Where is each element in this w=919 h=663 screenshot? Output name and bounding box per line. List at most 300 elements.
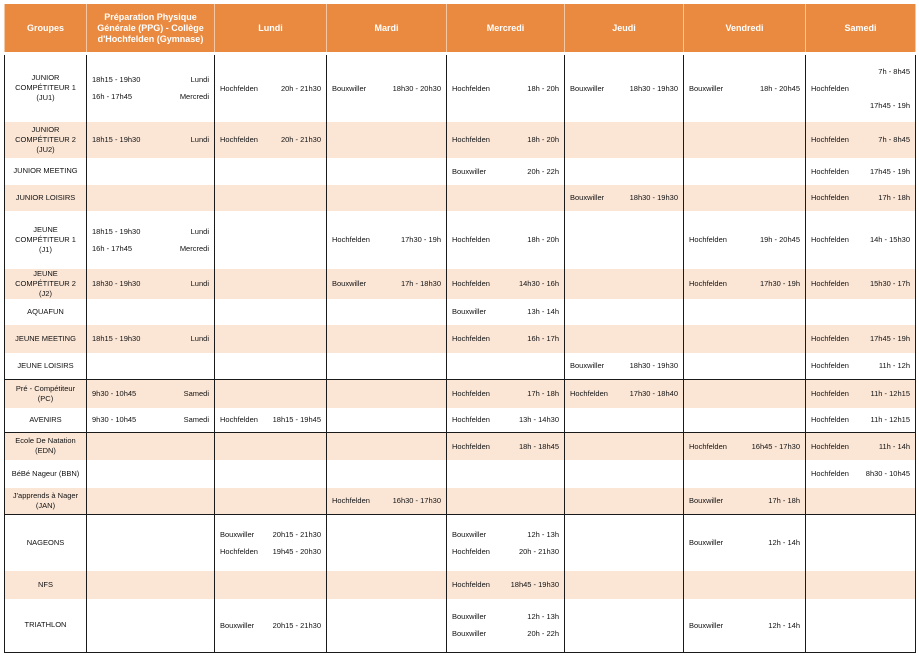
ppg-time: 16h - 17h45: [92, 92, 133, 102]
day-cell-lundi: [215, 408, 327, 433]
day-cell-vendredi: [684, 488, 806, 515]
session-place: Hochfelden: [452, 546, 490, 556]
session-place: Hochfelden: [811, 235, 849, 244]
day-cell-vendredi: [684, 515, 806, 571]
table-row: [5, 353, 916, 380]
day-cell-mercredi: [447, 380, 565, 408]
table-row: [5, 325, 916, 353]
header-samedi: Samedi: [806, 4, 916, 54]
session-entry: [450, 235, 561, 244]
day-cell-jeudi: [565, 353, 684, 380]
day-cell-samedi: [806, 408, 916, 433]
session-entry: [809, 442, 912, 451]
day-cell-mardi: [327, 158, 447, 185]
ppg-entry: [90, 92, 211, 101]
session-time: 11h - 14h: [878, 441, 910, 451]
day-cell-mardi: [327, 515, 447, 571]
day-cell-lundi: [215, 433, 327, 460]
session-entry: [809, 67, 912, 76]
ppg-day: Lundi: [190, 226, 209, 236]
session-entry: [687, 84, 802, 93]
session-time: 17h - 18h: [878, 193, 910, 202]
session-entry: [687, 442, 802, 451]
session-place: Bouxwiller: [452, 166, 487, 176]
day-cell-samedi: [806, 54, 916, 122]
day-cell-mardi: [327, 599, 447, 653]
session-time: 19h45 - 20h30: [272, 546, 321, 556]
session-place: Hochfelden: [452, 441, 490, 451]
day-cell-vendredi: [684, 571, 806, 599]
ppg-day: Samedi: [183, 389, 209, 399]
day-cell-lundi: [215, 460, 327, 488]
header-lundi: Lundi: [215, 4, 327, 54]
session-place: Hochfelden: [452, 235, 490, 244]
day-cell-samedi: [806, 433, 916, 460]
session-time: 18h30 - 19h30: [629, 193, 678, 202]
day-cell-vendredi: [684, 353, 806, 380]
session-entry: [450, 307, 561, 316]
header-row: [5, 4, 916, 54]
day-cell-lundi: [215, 325, 327, 353]
ppg-cell: [87, 269, 215, 299]
table-row: [5, 54, 916, 122]
day-cell-mercredi: [447, 433, 565, 460]
session-time: 20h - 22h: [527, 166, 559, 176]
session-time: 19h - 20h45: [759, 235, 800, 244]
session-time: 16h30 - 17h30: [392, 496, 441, 506]
ppg-day: Samedi: [183, 415, 209, 425]
session-time: 11h - 12h: [878, 361, 910, 371]
session-time: 17h45 - 19h: [869, 100, 910, 110]
session-time: 14h - 15h30: [869, 235, 910, 244]
table-row: [5, 185, 916, 211]
session-entry: [687, 621, 802, 630]
day-cell-lundi: [215, 269, 327, 299]
session-entry: [809, 167, 912, 176]
session-place: Bouxwiller: [570, 193, 605, 202]
group-name: NAGEONS: [5, 515, 87, 571]
table-row: [5, 488, 916, 515]
session-time: 11h - 12h15: [870, 415, 910, 425]
session-time: 17h45 - 19h: [869, 334, 910, 343]
session-time: 17h30 - 19h: [759, 279, 800, 288]
day-cell-jeudi: [565, 433, 684, 460]
session-place: Bouxwiller: [452, 629, 487, 639]
session-time: 18h - 18h45: [518, 441, 559, 451]
ppg-entry: [90, 227, 211, 236]
session-time: 7h - 8h45: [878, 135, 910, 144]
session-entry: [450, 415, 561, 424]
session-place: Bouxwiller: [452, 612, 487, 622]
day-cell-mardi: [327, 185, 447, 211]
session-place: Hochfelden: [811, 415, 849, 425]
session-time: 12h - 14h: [768, 620, 800, 630]
day-cell-jeudi: [565, 571, 684, 599]
day-cell-samedi: [806, 185, 916, 211]
session-time: 8h30 - 10h45: [865, 469, 910, 478]
session-entry: [450, 334, 561, 343]
day-cell-mardi: [327, 571, 447, 599]
session-entry: [687, 235, 802, 244]
day-cell-samedi: [806, 122, 916, 158]
day-cell-mercredi: [447, 54, 565, 122]
session-place: Bouxwiller: [689, 496, 724, 506]
session-time: 18h30 - 19h30: [629, 83, 678, 93]
table-row: [5, 571, 916, 599]
table-row: [5, 599, 916, 653]
day-cell-samedi: [806, 158, 916, 185]
header-ppg: Préparation Physique Générale (PPG) - Collège d'Hochfelden (Gymnase): [87, 4, 215, 54]
ppg-time: 16h - 17h45: [92, 243, 133, 253]
ppg-entry: [90, 389, 211, 398]
group-name: J'apprends à Nager (JAN): [5, 488, 87, 515]
session-entry: [568, 389, 680, 398]
session-entry: [450, 279, 561, 288]
day-cell-samedi: [806, 488, 916, 515]
group-name: JEUNE COMPÉTITEUR 1 (J1): [5, 211, 87, 269]
day-cell-vendredi: [684, 380, 806, 408]
day-cell-vendredi: [684, 185, 806, 211]
session-time: 13h - 14h30: [518, 415, 559, 425]
session-entry: [809, 135, 912, 144]
day-cell-mercredi: [447, 353, 565, 380]
session-place: Bouxwiller: [332, 279, 367, 288]
session-place: Hochfelden: [452, 580, 490, 589]
session-place: Bouxwiller: [570, 83, 605, 93]
group-name: JEUNE MEETING: [5, 325, 87, 353]
day-cell-mercredi: [447, 122, 565, 158]
session-place: Bouxwiller: [220, 529, 255, 539]
ppg-time: 18h15 - 19h30: [92, 334, 141, 343]
ppg-entry: [90, 244, 211, 253]
day-cell-mercredi: [447, 299, 565, 325]
ppg-time: 18h15 - 19h30: [92, 135, 141, 144]
session-place: Hochfelden: [452, 334, 490, 343]
group-name: JUNIOR COMPÉTITEUR 2 (JU2): [5, 122, 87, 158]
table-row: [5, 433, 916, 460]
group-name: JUNIOR COMPÉTITEUR 1 (JU1): [5, 54, 87, 122]
group-name: BéBé Nageur (BBN): [5, 460, 87, 488]
day-cell-mardi: [327, 269, 447, 299]
day-cell-jeudi: [565, 269, 684, 299]
ppg-time: 18h30 - 19h30: [92, 279, 141, 288]
session-entry: [450, 442, 561, 451]
session-place: Hochfelden: [452, 83, 490, 93]
day-cell-mercredi: [447, 460, 565, 488]
session-entry: [218, 84, 323, 93]
session-place: Hochfelden: [689, 441, 727, 451]
day-cell-lundi: [215, 380, 327, 408]
table-row: [5, 122, 916, 158]
session-time: 17h - 18h: [527, 389, 559, 399]
day-cell-samedi: [806, 211, 916, 269]
day-cell-vendredi: [684, 211, 806, 269]
day-cell-vendredi: [684, 158, 806, 185]
schedule-sheet: [4, 4, 915, 659]
day-cell-lundi: [215, 299, 327, 325]
day-cell-lundi: [215, 599, 327, 653]
day-cell-mercredi: [447, 571, 565, 599]
session-time: 18h45 - 19h30: [510, 580, 559, 589]
session-place: Hochfelden: [811, 135, 849, 144]
day-cell-samedi: [806, 299, 916, 325]
day-cell-samedi: [806, 353, 916, 380]
ppg-cell: [87, 571, 215, 599]
day-cell-jeudi: [565, 185, 684, 211]
group-name: JUNIOR LOISIRS: [5, 185, 87, 211]
day-cell-mardi: [327, 380, 447, 408]
session-place: Hochfelden: [220, 546, 258, 556]
group-name: Ecole De Natation (EDN): [5, 433, 87, 460]
session-time: 16h - 17h: [527, 334, 559, 343]
day-cell-lundi: [215, 488, 327, 515]
session-place: Hochfelden: [811, 166, 849, 176]
day-cell-jeudi: [565, 54, 684, 122]
day-cell-mardi: [327, 122, 447, 158]
ppg-cell: [87, 380, 215, 408]
day-cell-mercredi: [447, 599, 565, 653]
day-cell-vendredi: [684, 325, 806, 353]
ppg-cell: [87, 185, 215, 211]
session-entry: [450, 612, 561, 621]
day-cell-lundi: [215, 353, 327, 380]
session-time: 18h30 - 19h30: [629, 361, 678, 371]
day-cell-mardi: [327, 54, 447, 122]
session-entry: [809, 279, 912, 288]
table-row: [5, 460, 916, 488]
day-cell-samedi: [806, 325, 916, 353]
session-entry: [450, 580, 561, 589]
ppg-cell: [87, 299, 215, 325]
ppg-entry: [90, 334, 211, 343]
day-cell-mardi: [327, 325, 447, 353]
session-place: Bouxwiller: [452, 529, 487, 539]
ppg-day: Mercredi: [179, 92, 209, 102]
table-row: [5, 299, 916, 325]
ppg-day: Lundi: [190, 334, 209, 343]
session-entry: [809, 193, 912, 202]
ppg-cell: [87, 158, 215, 185]
session-entry: [809, 235, 912, 244]
session-time: 13h - 14h: [527, 307, 559, 316]
session-entry: [450, 389, 561, 398]
session-place: Bouxwiller: [689, 83, 724, 93]
group-name: JUNIOR MEETING: [5, 158, 87, 185]
day-cell-mardi: [327, 433, 447, 460]
session-entry: [809, 389, 912, 398]
day-cell-mercredi: [447, 325, 565, 353]
day-cell-jeudi: [565, 158, 684, 185]
day-cell-jeudi: [565, 299, 684, 325]
table-row: [5, 211, 916, 269]
session-time: 20h - 21h30: [280, 135, 321, 144]
day-cell-lundi: [215, 54, 327, 122]
session-entry: [568, 361, 680, 370]
day-cell-lundi: [215, 571, 327, 599]
session-time: 17h30 - 19h: [400, 235, 441, 244]
session-place: Hochfelden: [220, 415, 258, 425]
session-place: Bouxwiller: [220, 620, 255, 630]
day-cell-mercredi: [447, 408, 565, 433]
ppg-entry: [90, 415, 211, 424]
ppg-cell: [87, 408, 215, 433]
day-cell-mercredi: [447, 185, 565, 211]
group-name: AVENIRS: [5, 408, 87, 433]
session-entry: [809, 334, 912, 343]
session-time: 11h - 12h15: [870, 389, 910, 399]
ppg-day: Lundi: [190, 279, 209, 288]
day-cell-vendredi: [684, 122, 806, 158]
ppg-cell: [87, 211, 215, 269]
session-entry: [330, 84, 443, 93]
session-time: 16h45 - 17h30: [751, 441, 800, 451]
session-entry: [218, 415, 323, 424]
group-name: Pré - Compétiteur (PC): [5, 380, 87, 408]
day-cell-mardi: [327, 408, 447, 433]
header-mercredi: Mercredi: [447, 4, 565, 54]
day-cell-vendredi: [684, 599, 806, 653]
session-time: 14h30 - 16h: [518, 279, 559, 288]
group-name: NFS: [5, 571, 87, 599]
ppg-cell: [87, 122, 215, 158]
group-name: JEUNE COMPÉTITEUR 2 (J2): [5, 269, 87, 299]
ppg-time: 9h30 - 10h45: [92, 415, 137, 425]
session-place: Bouxwiller: [332, 83, 367, 93]
session-place: Hochfelden: [689, 235, 727, 244]
session-place: Hochfelden: [811, 279, 849, 288]
session-time: 7h - 8h45: [878, 66, 910, 76]
session-place: Bouxwiller: [452, 307, 487, 316]
ppg-cell: [87, 488, 215, 515]
session-entry: [218, 530, 323, 539]
day-cell-samedi: [806, 515, 916, 571]
day-cell-jeudi: [565, 488, 684, 515]
day-cell-mercredi: [447, 515, 565, 571]
day-cell-jeudi: [565, 380, 684, 408]
session-place: Hochfelden: [452, 389, 490, 399]
session-entry: [687, 538, 802, 547]
day-cell-mardi: [327, 211, 447, 269]
session-entry: [218, 547, 323, 556]
ppg-cell: [87, 460, 215, 488]
session-time: 17h45 - 19h: [869, 166, 910, 176]
ppg-time: 9h30 - 10h45: [92, 389, 137, 399]
table-row: [5, 515, 916, 571]
group-name: JEUNE LOISIRS: [5, 353, 87, 380]
session-place: Hochfelden: [689, 279, 727, 288]
day-cell-jeudi: [565, 599, 684, 653]
session-place: Hochfelden: [811, 469, 849, 478]
ppg-day: Lundi: [190, 75, 209, 85]
schedule-table: [4, 4, 916, 653]
session-place: Hochfelden: [220, 135, 258, 144]
session-entry: [687, 279, 802, 288]
table-row: [5, 269, 916, 299]
day-cell-lundi: [215, 211, 327, 269]
ppg-cell: [87, 325, 215, 353]
table-row: [5, 158, 916, 185]
day-cell-jeudi: [565, 515, 684, 571]
session-time: 18h30 - 20h30: [392, 83, 441, 93]
ppg-cell: [87, 353, 215, 380]
header-vendredi: Vendredi: [684, 4, 806, 54]
ppg-cell: [87, 433, 215, 460]
session-time: 18h15 - 19h45: [272, 415, 321, 425]
day-cell-mardi: [327, 299, 447, 325]
session-time: 20h - 22h: [527, 629, 559, 639]
session-entry: [330, 279, 443, 288]
session-time: 18h - 20h45: [759, 83, 800, 93]
day-cell-jeudi: [565, 122, 684, 158]
ppg-cell: [87, 599, 215, 653]
session-entry: [218, 135, 323, 144]
day-cell-mercredi: [447, 158, 565, 185]
session-time: 17h - 18h30: [400, 279, 441, 288]
session-place: Hochfelden: [811, 334, 849, 343]
ppg-cell: [87, 515, 215, 571]
session-place: Bouxwiller: [689, 538, 724, 548]
session-place: Hochfelden: [332, 496, 370, 506]
day-cell-mardi: [327, 460, 447, 488]
day-cell-mardi: [327, 488, 447, 515]
session-entry: [568, 193, 680, 202]
header-jeudi: Jeudi: [565, 4, 684, 54]
day-cell-mardi: [327, 353, 447, 380]
ppg-day: Mercredi: [179, 243, 209, 253]
day-cell-samedi: [806, 571, 916, 599]
day-cell-vendredi: [684, 460, 806, 488]
session-entry: [450, 547, 561, 556]
session-place: Hochfelden: [811, 83, 849, 93]
session-place: Hochfelden: [811, 441, 849, 451]
header-groupes: Groupes: [5, 4, 87, 54]
session-time: 17h - 18h: [768, 496, 800, 506]
session-place: Hochfelden: [452, 415, 490, 425]
day-cell-vendredi: [684, 299, 806, 325]
ppg-entry: [90, 135, 211, 144]
session-entry: [687, 496, 802, 505]
session-time: 18h - 20h: [527, 135, 559, 144]
group-name: TRIATHLON: [5, 599, 87, 653]
ppg-time: 18h15 - 19h30: [92, 75, 141, 85]
day-cell-vendredi: [684, 408, 806, 433]
session-entry: [330, 235, 443, 244]
session-entry: [218, 621, 323, 630]
session-entry: [809, 84, 912, 93]
session-time: 18h - 20h: [527, 235, 559, 244]
schedule-body: [5, 54, 916, 653]
day-cell-vendredi: [684, 269, 806, 299]
ppg-cell: [87, 54, 215, 122]
session-time: 17h30 - 18h40: [629, 389, 678, 399]
session-entry: [450, 167, 561, 176]
day-cell-vendredi: [684, 54, 806, 122]
session-place: Hochfelden: [811, 361, 849, 371]
day-cell-mercredi: [447, 269, 565, 299]
day-cell-vendredi: [684, 433, 806, 460]
session-place: Hochfelden: [811, 389, 849, 399]
group-name: AQUAFUN: [5, 299, 87, 325]
day-cell-mercredi: [447, 211, 565, 269]
session-time: 12h - 13h: [527, 612, 559, 622]
session-time: 12h - 14h: [768, 538, 800, 548]
table-row: [5, 380, 916, 408]
day-cell-lundi: [215, 158, 327, 185]
session-entry: [809, 361, 912, 370]
session-place: Bouxwiller: [570, 361, 605, 371]
day-cell-jeudi: [565, 325, 684, 353]
session-entry: [450, 135, 561, 144]
